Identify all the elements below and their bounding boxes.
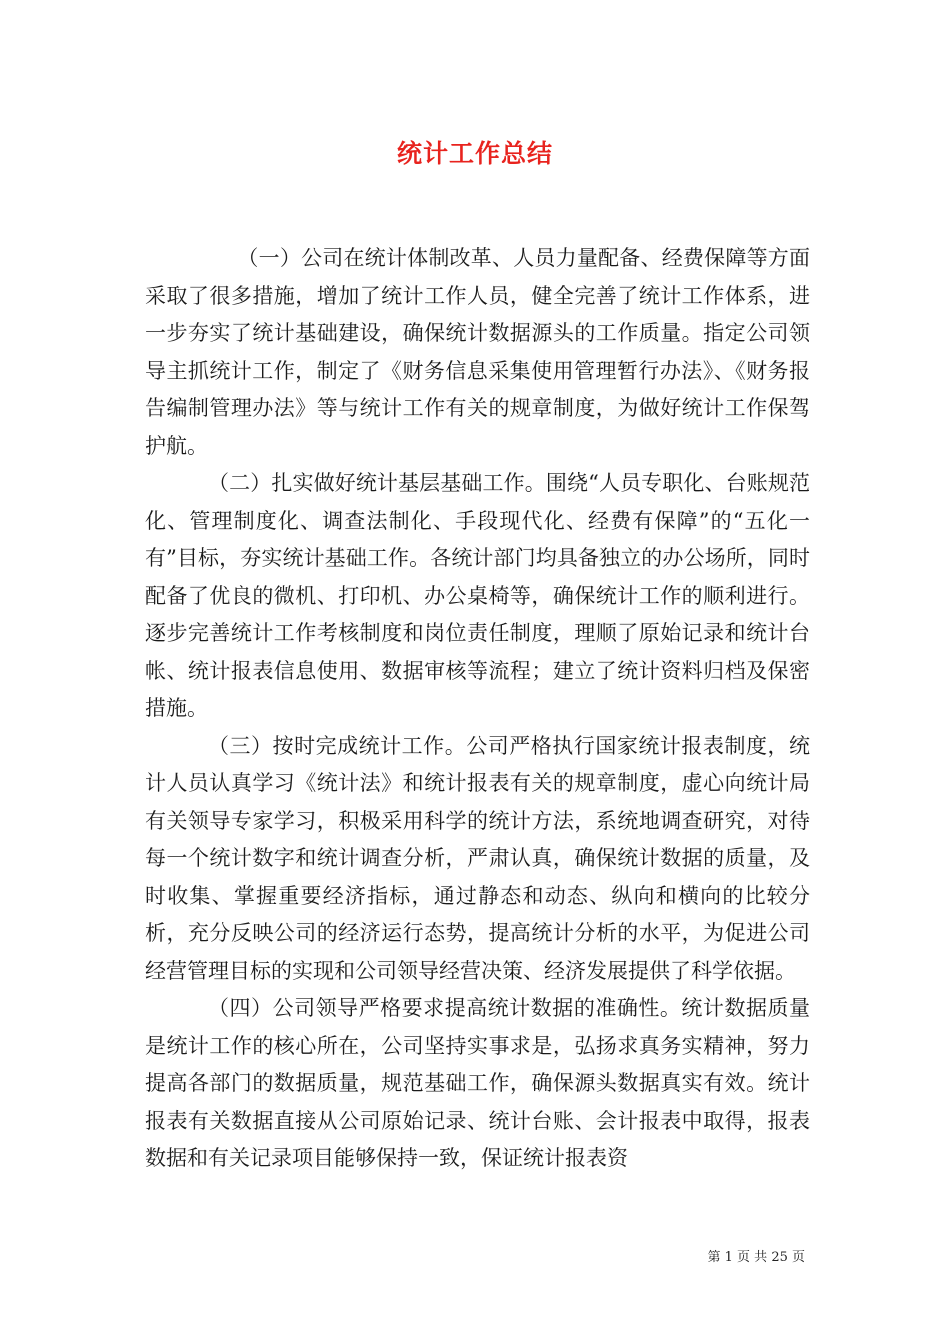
paragraph-3: （三）按时完成统计工作。公司严格执行国家统计报表制度，统计人员认真学习《统计法》和统计报表有关的规章制度，虚心向统计局有关领导专家学习，积极采用科学的统计方法，系统地调查研究，对待每一个统计数字和统计调查分析，严肃认真，确保统计数据的质量，及时收集、掌握重要经济指标，通过静态和动态、纵向和横向的比较分析，充分反映公司的经济运行态势，提高统计分析的水平，为促进公司经营管理目标的实现和公司领导经营决策、经济发展提供了科学依据。: [145, 733, 810, 983]
document-body: [145, 240, 810, 1178]
document-title: 统计工作总结: [396, 139, 553, 168]
paragraph-2: （二）扎实做好统计基层基础工作。围绕“人员专职化、台账规范化、管理制度化、调查法制化、手段现代化、经费有保障”的“五化一有”目标，夯实统计基础工作。各统计部门均具备独立的办公场所，同时配备了优良的微机、打印机、办公桌椅等，确保统计工作的顺利进行。逐步完善统计工作考核制度和岗位责任制度，理顺了原始记录和统计台帐、统计报表信息使用、数据审核等流程；建立了统计资料归档及保密措施。: [145, 471, 810, 720]
paragraph-1: （一）公司在统计体制改革、人员力量配备、经费保障等方面采取了很多措施，增加了统计工作人员，健全完善了统计工作体系，进一步夯实了统计基础建设，确保统计数据源头的工作质量。指定公司领导主抓统计工作，制定了《财务信息采集使用管理暂行办法》、《财务报告编制管理办法》等与统计工作有关的规章制度，为做好统计工作保驾护航。: [145, 246, 810, 458]
paragraph-4: （四）公司领导严格要求提高统计数据的准确性。统计数据质量是统计工作的核心所在，公司坚持实事求是，弘扬求真务实精神，努力提高各部门的数据质量，规范基础工作，确保源头数据真实有效。统计报表有关数据直接从公司原始记录、统计台账、会计报表中取得，报表数据和有关记录项目能够保持一致，保证统计报表资: [145, 996, 810, 1170]
page-footer: 第 1 页 共 25 页: [707, 1250, 805, 1265]
